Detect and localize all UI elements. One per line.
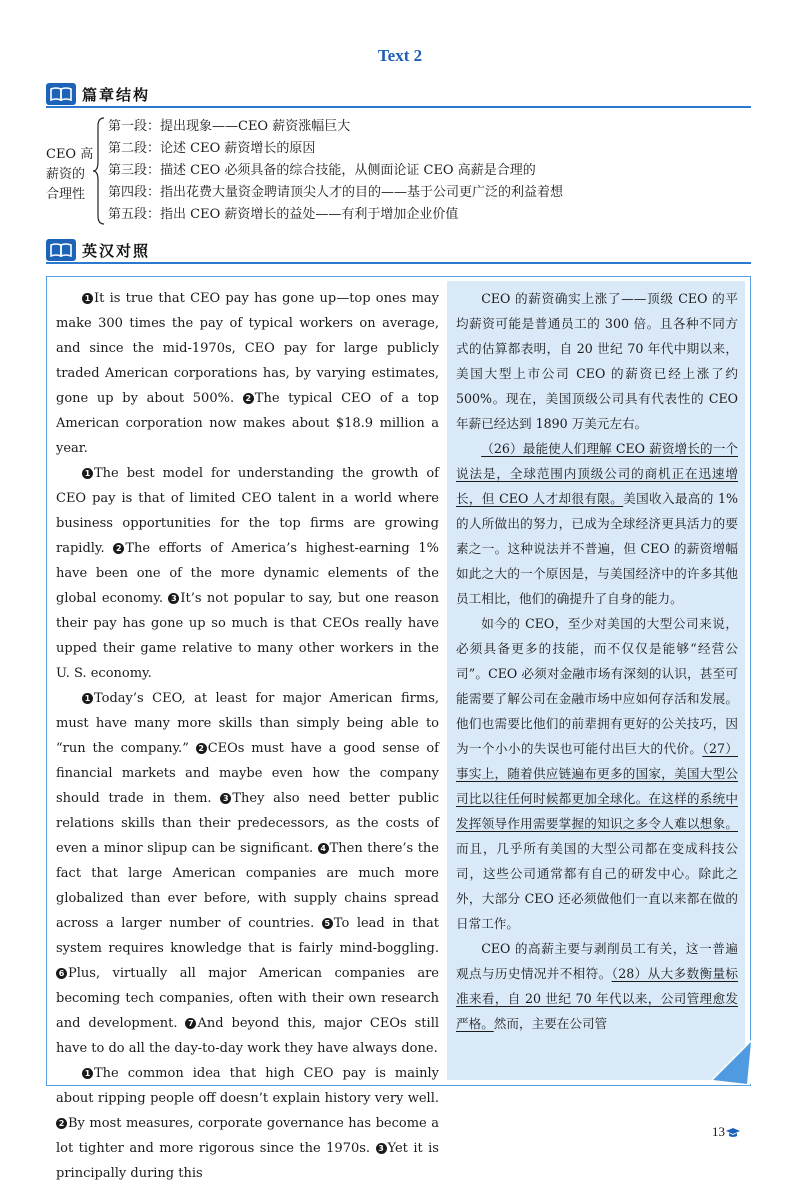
english-sentence: And beyond this, major CEOs still have to do all the day-to-day work they have always done.	[56, 1016, 440, 1056]
sentence-number-2-icon: 2	[113, 543, 124, 554]
structure-list	[108, 116, 563, 226]
sentence-number-1-icon: 1	[82, 293, 93, 304]
english-sentence: By most measures, corporate governance has become a lot tighter and more rigorous since the 1970s.	[56, 1116, 439, 1156]
sentence-number-7-icon: 7	[185, 1018, 196, 1029]
english-sentence: The efforts of America’s highest-earning 1% have been one of the more dynamic elements of the global economy.	[56, 541, 439, 606]
chinese-paragraph-4	[456, 936, 738, 1036]
chinese-text: 然而，主要在公司管	[493, 1016, 608, 1031]
open-book-icon	[46, 83, 76, 105]
sentence-number-3-icon: 3	[376, 1143, 387, 1154]
sentence-number-2-icon: 2	[56, 1118, 67, 1129]
chinese-paragraph-3	[456, 611, 738, 936]
graduation-cap-icon	[725, 1126, 741, 1138]
english-sentence: The best model for understanding the growth of CEO pay is that of limited CEO talent in a world where business opportunities for the top firms are growing rapidly.	[56, 466, 439, 556]
english-sentence: They also need better public relations skills than their predecessors, as the costs of even a minor slipup can be significant.	[56, 791, 439, 856]
english-sentence: To lead in that system requires knowledge that is fairly mind-boggling.	[56, 916, 439, 956]
chinese-paragraph-2	[456, 436, 738, 611]
page-number	[712, 1124, 741, 1140]
sentence-number-5-icon: 5	[322, 918, 333, 929]
structure-item: 第五段：指出 CEO 薪资增长的益处——有利于增加企业价值	[108, 207, 459, 222]
underlined-question-28: （28）从大多数衡量标准来看，自 20 世纪 70 年代以来，公司管理愈发严格。	[456, 966, 739, 1031]
english-paragraph-3	[56, 686, 439, 1061]
sentence-number-4-icon: 4	[318, 843, 329, 854]
english-sentence: Plus, virtually all major American companies are becoming tech companies, often with their own research and development.	[56, 966, 439, 1031]
underlined-question-27: （27）事实上，随着供应链遍布更多的国家，美国大型公司比以往任何时候都更加全球化。在这样的系统中发挥领导作用需要掌握的知识之多令人难以想象。	[456, 741, 738, 831]
structure-topic-line: CEO 高	[46, 147, 94, 162]
underlined-question-26: （26）最能使人们理解 CEO 薪资增长的一个说法是，全球范围内顶级公司的商机正在迅速增长，但 CEO 人才却很有限。	[456, 441, 738, 506]
sentence-number-3-icon: 3	[168, 593, 179, 604]
chinese-text: CEO 的高薪主要与剥削员工有关，这一普遍观点与历史情况并不相符。	[456, 941, 738, 981]
english-sentence: Yet it is principally during this	[56, 1141, 439, 1181]
chinese-text: 而且，几乎所有美国的大型公司都在变成科技公司，这些公司通常都有自己的研发中心。除此之外，大部分 CEO 还必须做他们一直以来都在做的日常工作。	[456, 841, 738, 931]
section-header-bilingual	[46, 238, 150, 262]
english-sentence: It is true that CEO pay has gone up—top ones may make 300 times the pay of typical workers on average, and since the mid-1970s, CEO pay for large publicly traded American corporations has, by varying estimates, gone up by about 500%.	[56, 291, 439, 406]
english-paragraph-1	[56, 286, 439, 461]
english-paragraph-4	[56, 1061, 439, 1186]
english-sentence: The common idea that high CEO pay is mainly about ripping people off doesn’t explain history very well.	[56, 1066, 439, 1106]
chinese-text: 美国收入最高的 1% 的人所做出的努力，已成为全球经济更具活力的要素之一。这种说法并不普遍，但 CEO 的薪资增幅如此之大的一个原因是，与美国经济中的许多其他员工相比，他们的确提升了自身的能力。	[456, 491, 738, 606]
left-brace-icon	[92, 116, 106, 226]
structure-topic-line: 合理性	[46, 187, 86, 202]
english-sentence: CEOs must have a good sense of financial markets and maybe even how the company should trade in them.	[56, 741, 439, 806]
open-book-icon	[46, 239, 76, 261]
english-sentence: Today’s CEO, at least for major American firms, must have many more skills than simply being able to “run the company.”	[56, 691, 439, 756]
sentence-number-1-icon: 1	[82, 693, 93, 704]
chinese-text: 如今的 CEO，至少对美国的大型公司来说，必须具备更多的技能，而不仅仅是能够“经营公司”。CEO 必须对金融市场有深刻的认识，甚至可能需要了解公司在金融市场中应如何存活和发展。他们也需要比他们的前辈拥有更好的公关技巧，因为一个小小的失误也可能付出巨大的代价。	[456, 616, 738, 756]
section-divider	[46, 262, 751, 264]
sentence-number-1-icon: 1	[82, 468, 93, 479]
section-header-structure	[46, 82, 150, 106]
sentence-number-3-icon: 3	[220, 793, 231, 804]
sentence-number-2-icon: 2	[196, 743, 207, 754]
structure-item: 第四段：指出花费大量资金聘请顶尖人才的目的——基于公司更广泛的利益着想	[108, 185, 564, 200]
section-divider	[46, 106, 751, 108]
sentence-number-1-icon: 1	[82, 1068, 93, 1079]
structure-topic-line: 薪资的	[46, 167, 86, 182]
sentence-number-2-icon: 2	[243, 393, 254, 404]
structure-item: 第二段：论述 CEO 薪资增长的原因	[108, 141, 316, 156]
english-paragraph-2	[56, 461, 439, 686]
chinese-column	[456, 286, 738, 1036]
page-curl-icon	[707, 1040, 751, 1084]
page-number-text: 13	[712, 1124, 725, 1139]
english-column	[56, 286, 439, 1186]
structure-topic	[46, 145, 94, 205]
structure-item: 第三段：描述 CEO 必须具备的综合技能，从侧面论证 CEO 高薪是合理的	[108, 163, 536, 178]
english-sentence: Then there’s the fact that large American companies are much more globalized than ever before, with supply chains spread across a larger number of countries.	[56, 841, 439, 931]
text-title: Text 2	[377, 46, 423, 65]
sentence-number-6-icon: 6	[56, 968, 67, 979]
section-label-bilingual: 英汉对照	[82, 241, 151, 260]
english-sentence: The typical CEO of a top American corporation now makes about $18.9 million a year.	[56, 391, 439, 456]
section-label-structure: 篇章结构	[82, 85, 151, 104]
english-sentence: It’s not popular to say, but one reason their pay has gone up so much is that CEOs really have upped their game relative to many other workers in the U. S. economy.	[56, 591, 440, 681]
chinese-paragraph-1: CEO 的薪资确实上涨了——顶级 CEO 的平均薪资可能是普通员工的 300 倍。且各种不同方式的估算都表明，自 20 世纪 70 年代中期以来，美国大型上市公司 CEO 的薪资已经上涨了约 500%。现在，美国顶级公司具有代表性的 CEO 年薪已经达到 1890 万美元左右。	[456, 291, 738, 431]
structure-item: 第一段：提出现象——CEO 薪资涨幅巨大	[108, 119, 351, 134]
